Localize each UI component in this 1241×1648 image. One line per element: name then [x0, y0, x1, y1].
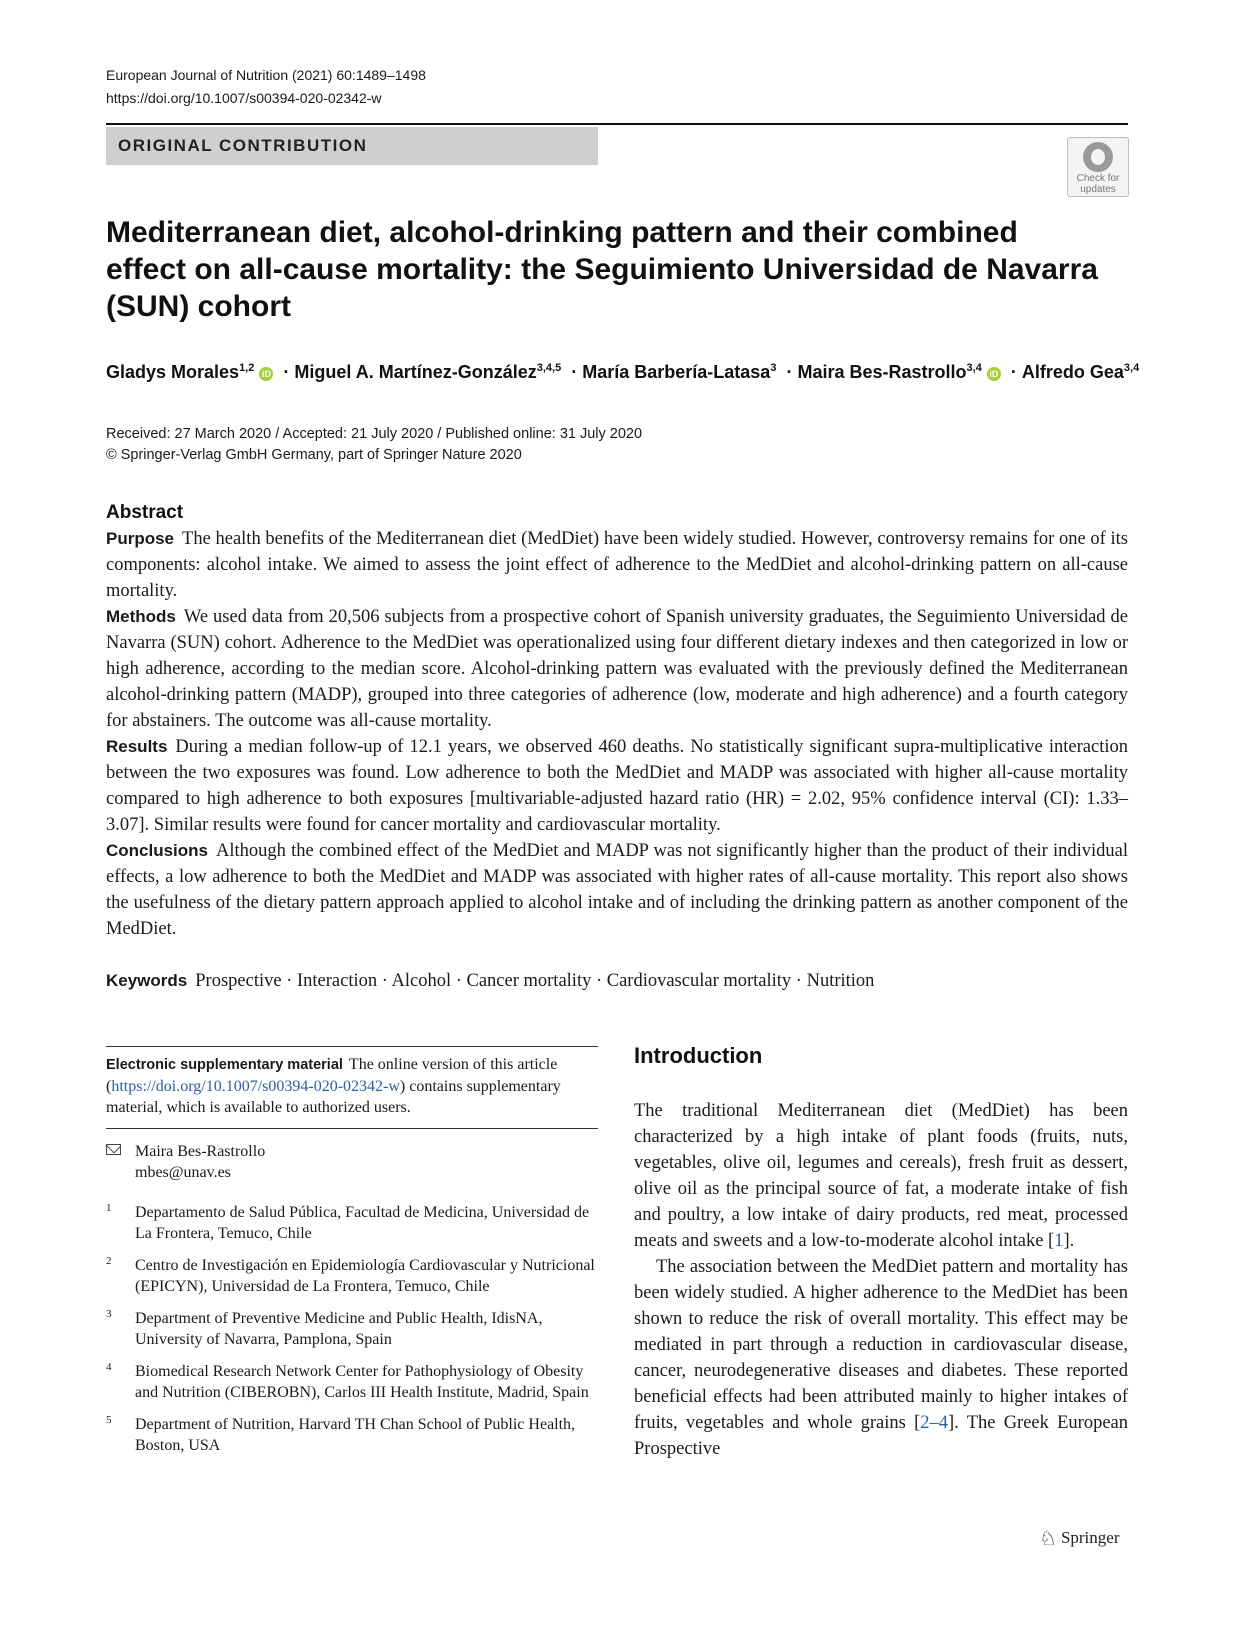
esm-label: Electronic supplementary material	[106, 1057, 343, 1073]
journal-citation: European Journal of Nutrition (2021) 60:1489–1498	[106, 67, 426, 83]
corresponding-author: Maira Bes-Rastrollo	[135, 1143, 266, 1160]
methods-text: We used data from 20,506 subjects from a prospective cohort of Spanish university graduates, the Seguimiento Universidad de Navarra (SUN) cohort. Adherence to the MedDiet was operationalized using four different dietary indexes and then categorized in low or high adherence, according to the median score. Alcohol-drinking pattern was evaluated with the previously defined the Mediterranean alcohol-drinking pattern (MADP), grouped into three categories of adherence (low, moderate and high adherence) and a fourth category for abstainers. The outcome was all-cause mortality.	[106, 607, 1128, 731]
esm-text-before: The online version of this article (	[106, 1056, 558, 1095]
conclusions-text: Although the combined effect of the MedDiet and MADP was not significantly higher than the product of their individual effects, a low adherence to both the MedDiet and MADP was associated with higher rates of all-cause mortality. This report also shows the usefulness of the dietary pattern approach applied to alcohol intake and of including the drinking pattern as another component of the MedDiet.	[106, 841, 1128, 939]
author-name[interactable]: Miguel A. Martínez-González	[294, 362, 537, 382]
abstract-methods	[106, 604, 1128, 734]
affiliation-item	[106, 1414, 598, 1456]
affiliation-text: Biomedical Research Network Center for Pathophysiology of Obesity and Nutrition (CIBEROBN), Carlos III Health Institute, Madrid, Spain	[135, 1363, 589, 1401]
author-separator: ·	[786, 362, 793, 382]
abstract-results	[106, 734, 1128, 838]
keywords-text: Prospective · Interaction · Alcohol · Cancer mortality · Cardiovascular mortality · Nutrition	[195, 971, 875, 991]
abstract-heading: Abstract	[106, 502, 184, 523]
citation-link[interactable]: 2–4	[920, 1413, 948, 1433]
intro-paragraph	[634, 1254, 1128, 1462]
corresponding-email[interactable]: mbes@unav.es	[135, 1164, 231, 1181]
intro-p2-end: ]. The Greek European Prospective	[634, 1413, 1129, 1459]
esm-link[interactable]: https://doi.org/10.1007/s00394-020-02342-w	[111, 1078, 400, 1095]
introduction-body	[634, 1098, 1128, 1462]
purpose-text: The health benefits of the Mediterranean diet (MedDiet) have been widely studied. However, controversy remains for one of its components: alcohol intake. We aimed to assess the joint effect of adherence to the MedDiet and alcohol-drinking pattern on all-cause mortality.	[106, 529, 1128, 601]
affiliation-number: 1	[106, 1202, 112, 1214]
author-affiliation-sup: 3,4	[1123, 362, 1140, 374]
check-for-updates-button[interactable]	[1067, 137, 1129, 197]
author-separator: ·	[571, 362, 578, 382]
results-label: Results	[106, 737, 168, 756]
orcid-icon[interactable]: iD	[987, 367, 1001, 381]
article-title: Mediterranean diet, alcohol-drinking pattern and their combined effect on all-cause mortality: the Seguimiento Universidad de Navarra (SUN) cohort	[106, 216, 1098, 323]
intro-paragraph	[634, 1098, 1128, 1254]
conclusions-label: Conclusions	[106, 841, 209, 860]
springer-horse-icon: ♘	[1039, 1528, 1057, 1550]
publisher-name: Springer	[1060, 1528, 1120, 1547]
author-name[interactable]: Gladys Morales	[106, 362, 240, 382]
affiliation-text: Departamento de Salud Pública, Facultad de Medicina, Universidad de La Frontera, Temuco, Chile	[135, 1204, 590, 1242]
affiliation-item	[106, 1202, 598, 1244]
author-separator: ·	[1010, 362, 1017, 382]
correspondence-block	[106, 1141, 265, 1183]
supplementary-material-note	[106, 1054, 598, 1118]
publisher-footer	[1039, 1526, 1119, 1551]
author-affiliation-sup: 3,4	[966, 362, 982, 374]
intro-p2-text: The association between the MedDiet pattern and mortality has been widely studied. A higher adherence to the MedDiet has been shown to reduce the risk of overall mortality. This effect may be mediated in part through a reduction in cardiovascular disease, cancer, neurodegenerative diseases and diabetes. These reported beneficial effects had been attributed mainly to higher intakes of fruits, vegetables and whole grains [	[634, 1257, 1128, 1433]
keywords-label: Keywords	[106, 971, 188, 990]
article-category: ORIGINAL CONTRIBUTION	[106, 127, 598, 165]
author-list	[106, 362, 1139, 383]
footnote-rule	[106, 1128, 598, 1129]
abstract-section	[106, 502, 1128, 942]
footnote-rule	[106, 1046, 598, 1047]
abstract-purpose	[106, 526, 1128, 604]
journal-header	[106, 64, 426, 110]
esm-text-after: ) contains supplementary material, which is available to authorized users.	[106, 1078, 561, 1116]
results-text: During a median follow-up of 12.1 years, we observed 460 deaths. No statistically significant supra-multiplicative interaction between the two exposures was found. Low adherence to both the MedDiet and MADP was associated with higher all-cause mortality compared to high adherence to both exposures [multivariable-adjusted hazard ratio (HR) = 2.02, 95% confidence interval (CI): 1.33–3.07]. Similar results were found for cancer mortality and cardiovascular mortality.	[106, 737, 1128, 835]
author-affiliation-sup: 3	[770, 362, 777, 374]
author-name[interactable]: María Barbería-Latasa	[582, 362, 771, 382]
affiliation-text: Department of Nutrition, Harvard TH Chan School of Public Health, Boston, USA	[135, 1416, 576, 1454]
check-updates-label-1: Check for	[1076, 173, 1120, 184]
abstract-conclusions	[106, 838, 1128, 942]
affiliation-item	[106, 1308, 598, 1350]
author-name[interactable]: Maira Bes-Rastrollo	[797, 362, 967, 382]
author-separator: ·	[283, 362, 290, 382]
affiliation-item	[106, 1361, 598, 1403]
publication-dates	[106, 424, 642, 466]
affiliation-list	[106, 1202, 598, 1467]
methods-label: Methods	[106, 607, 176, 626]
intro-p1-text: The traditional Mediterranean diet (MedDiet) has been characterized by a high intake of plant foods (fruits, nuts, vegetables, olive oil, legumes and cereals), fresh fruit as dessert, olive oil as the principal source of fat, a moderate intake of fish and poultry, a low intake of dairy products, red meat, processed meats and sweets and a low-to-moderate alcohol intake [	[634, 1101, 1128, 1251]
author-name[interactable]: Alfredo Gea	[1021, 362, 1124, 382]
affiliation-number: 2	[106, 1255, 112, 1267]
envelope-icon	[106, 1144, 121, 1155]
affiliation-text: Centro de Investigación en Epidemiología Cardiovascular y Nutricional (EPICYN), Universidad de La Frontera, Temuco, Chile	[135, 1257, 595, 1295]
author-affiliation-sup: 3,4,5	[536, 362, 562, 374]
affiliation-number: 5	[106, 1414, 112, 1426]
purpose-label: Purpose	[106, 529, 175, 548]
publication-history: Received: 27 March 2020 / Accepted: 21 July 2020 / Published online: 31 July 2020	[106, 426, 643, 442]
affiliation-number: 4	[106, 1361, 112, 1373]
copyright-line: © Springer-Verlag GmbH Germany, part of Springer Nature 2020	[106, 447, 522, 463]
header-rule	[106, 123, 1128, 125]
orcid-icon[interactable]: iD	[259, 367, 273, 381]
citation-link[interactable]: 1	[1054, 1231, 1064, 1251]
affiliation-number: 3	[106, 1308, 112, 1320]
author-affiliation-sup: 1,2	[239, 362, 255, 374]
affiliation-text: Department of Preventive Medicine and Public Health, IdisNA, University of Navarra, Pamplona, Spain	[135, 1310, 543, 1348]
check-updates-label-2: updates	[1080, 184, 1116, 195]
doi-link[interactable]: https://doi.org/10.1007/s00394-020-02342-w	[106, 90, 382, 106]
check-updates-icon	[1083, 142, 1113, 172]
introduction-heading: Introduction	[634, 1043, 763, 1068]
intro-p1-end: ].	[1063, 1231, 1075, 1251]
keywords-line	[106, 971, 874, 992]
affiliation-item	[106, 1255, 598, 1297]
